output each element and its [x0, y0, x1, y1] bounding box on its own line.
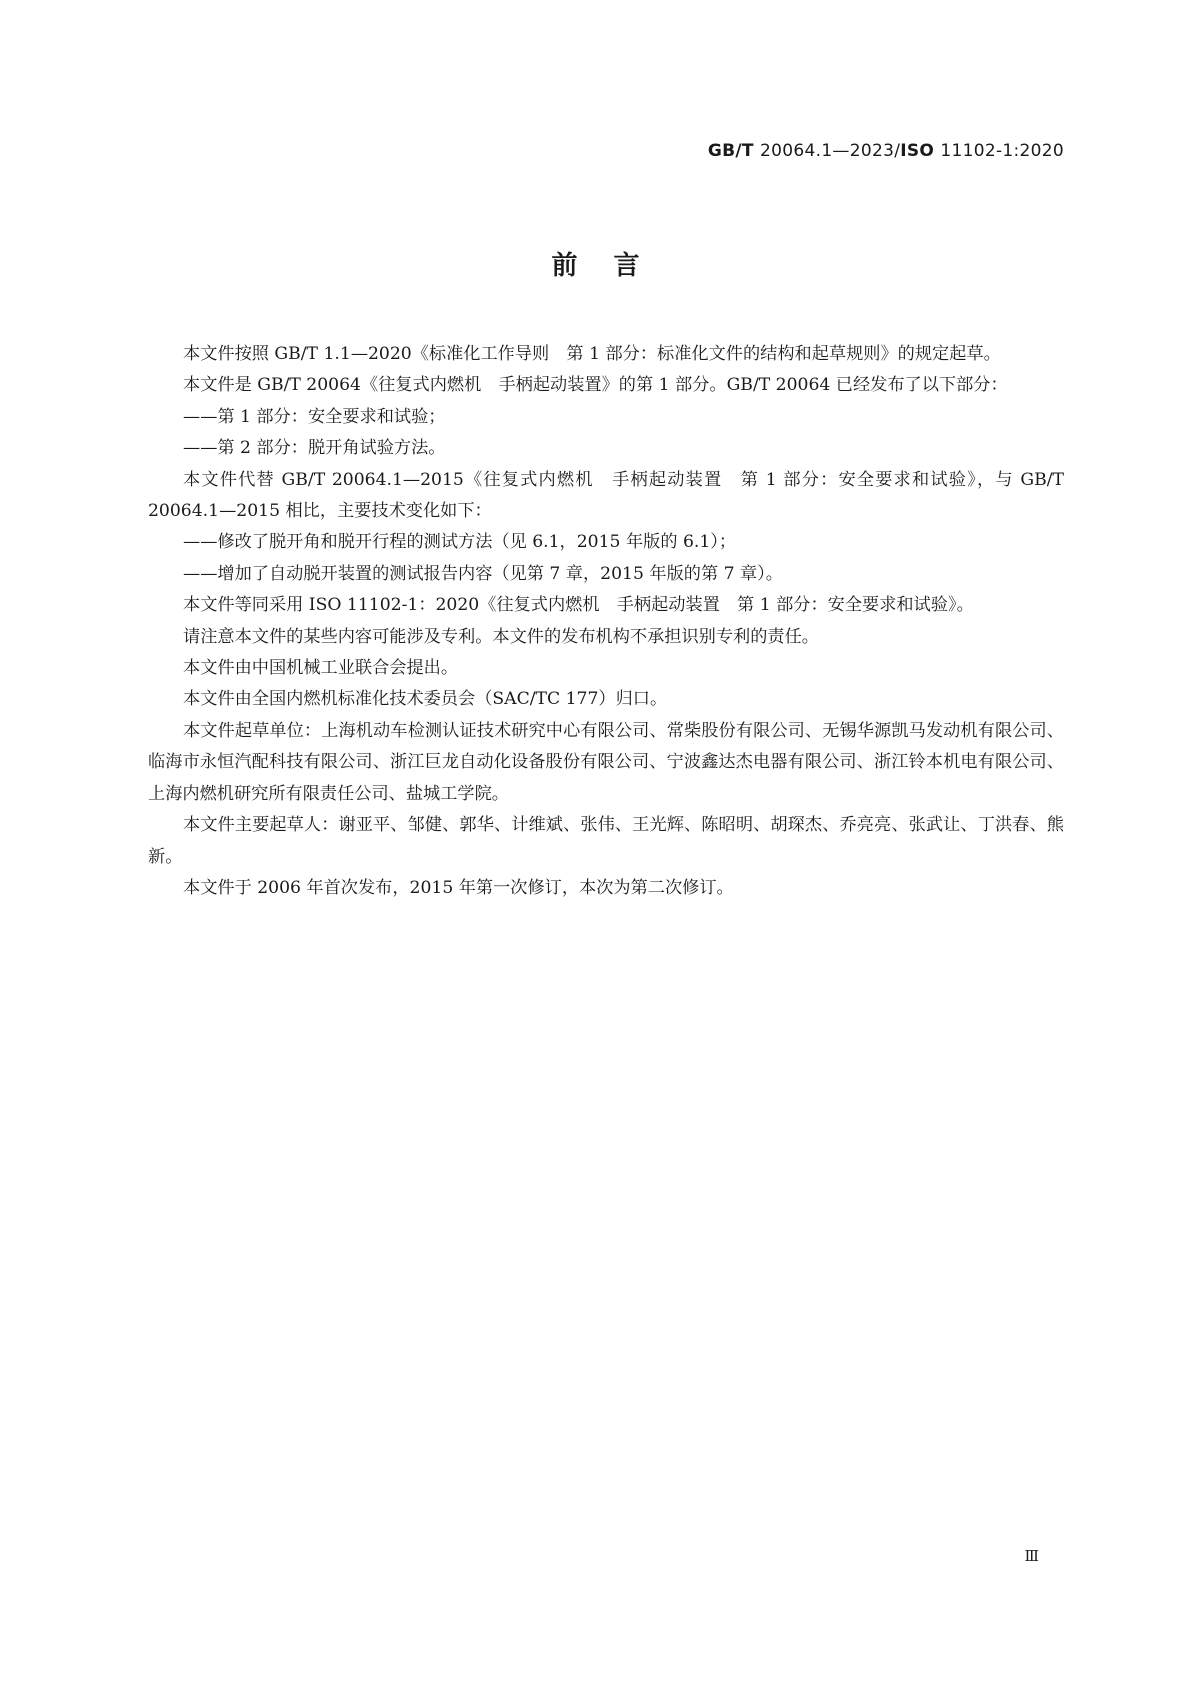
foreword-body — [148, 339, 1064, 904]
list-item-part-1: ——第 1 部分：安全要求和试验； — [183, 406, 446, 427]
paragraph-under-jurisdiction: 本文件由全国内燃机标准化技术委员会（SAC/TC 177）归口。 — [183, 689, 668, 710]
paragraph-series-intro: 本文件是 GB/T 20064《往复式内燃机 手柄起动装置》的第 1 部分。GB/T 20064 已经发布了以下部分： — [183, 375, 1008, 396]
paragraph-iso-adoption: 本文件等同采用 ISO 11102-1：2020《往复式内燃机 手柄起动装置 第 1 部分：安全要求和试验》。 — [183, 595, 974, 616]
paragraph-patent-notice: 请注意本文件的某些内容可能涉及专利。本文件的发布机构不承担识别专利的责任。 — [183, 626, 819, 647]
paragraph-proposed-by: 本文件由中国机械工业联合会提出。 — [183, 658, 459, 679]
page-number: Ⅲ — [1024, 1547, 1039, 1565]
paragraph-drafting-rules: 本文件按照 GB/T 1.1—2020《标准化工作导则 第 1 部分：标准化文件的结构和起草规则》的规定起草。 — [183, 344, 1001, 364]
page-title: 前言 — [551, 251, 676, 281]
list-item-part-2: ——第 2 部分：脱开角试验方法。 — [183, 438, 446, 459]
iso-prefix: ISO — [900, 141, 935, 161]
standard-number: 20064.1—2023/ — [760, 141, 901, 161]
paragraph-publication-history: 本文件于 2006 年首次发布，2015 年第一次修订，本次为第二次修订。 — [183, 877, 734, 898]
paragraph-drafters: 本文件主要起草人：谢亚平、邹健、郭华、计维斌、张伟、王光辉、陈昭明、胡琛杰、乔亮亮、张武让、丁洪春、熊新。 — [148, 815, 1064, 867]
list-item-change-1: ——修改了脱开角和脱开行程的测试方法（见 6.1，2015 年版的 6.1）； — [183, 532, 737, 553]
paragraph-replaces: 本文件代替 GB/T 20064.1—2015《往复式内燃机 手柄起动装置 第 1 部分：安全要求和试验》，与 GB/T 20064.1—2015 相比，主要技术变化如下： — [148, 469, 1064, 522]
iso-number: 11102-1:2020 — [940, 141, 1064, 161]
standard-code-header — [708, 141, 1064, 161]
standard-prefix: GB/T — [707, 141, 754, 161]
list-item-change-2: ——增加了自动脱开装置的测试报告内容（见第 7 章，2015 年版的第 7 章）。 — [183, 563, 783, 584]
paragraph-drafting-units: 本文件起草单位：上海机动车检测认证技术研究中心有限公司、常柴股份有限公司、无锡华源凯马发动机有限公司、临海市永恒汽配科技有限公司、浙江巨龙自动化设备股份有限公司、宁波鑫达杰电器有限公司、浙江铃本机电有限公司、上海内燃机研究所有限责任公司、盐城工学院。 — [148, 720, 1064, 804]
